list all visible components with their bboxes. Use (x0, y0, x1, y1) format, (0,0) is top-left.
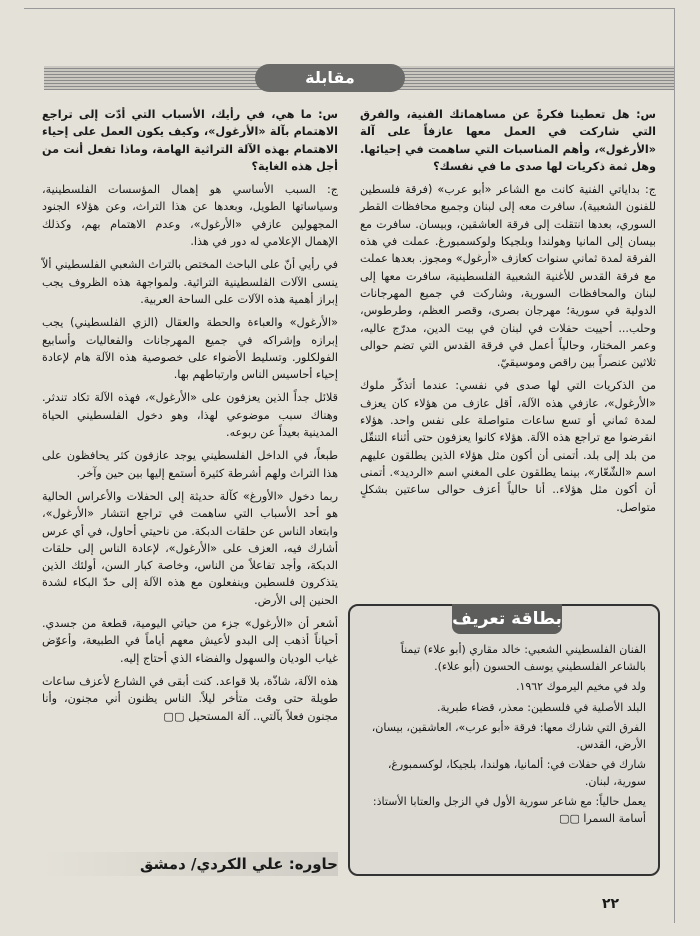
right-column (360, 106, 656, 522)
bio-line: الفرق التي شارك معها: فرقة «أبو عرب»، العاشقين، بيسان، الأرض، القدس. (371, 721, 646, 751)
bio-line: شارك في حفلات في: ألمانيا، هولندا، بلجيكا، لوكسمبورغ، سورية، لبنان. (387, 758, 646, 788)
bio-line: البلد الأصلية في فلسطين: معذر، قضاء طبرية. (437, 700, 646, 714)
bio-card-body (362, 642, 646, 831)
answer-6: قلائل جداً الذين يعزفون على «الأرغول»، فهذه الآلة تكاد تندثر. وهناك سبب موضوعي لهذا، وهو دخول الفلسطيني الحياة المدينية بعيداً عن ربوعه. (42, 391, 338, 440)
answer-8: ربما دخول «الأورغ» كآلة حديثة إلى الحفلات والأعراس الحالية هو أحد الأسباب التي ساهمت في تراجع انتشار «الأرغول»، وابتعاد الناس عن حلقات الدبكة. من ناحيتي أحاول، في أي عرس أشارك فيه، العزف على «الأرغول»، لإعادة الناس إلى حلقات الدبكة، وأجد تفاعلاً من الناس، وخاصة كبار السن، أولئك الذين يتذكرون فلسطين وينفعلون مع هذه الآلة إلى حدّ البكاء لشدة الحنين إلى الأرض. (42, 489, 338, 607)
answer-2: من الذكريات التي لها صدى في نفسي: عندما أتذكّر ملوك «الأرغول»، عازفي هذه الآلة، أقل عازف من هؤلاء كان يعزف لمدة ثماني أو تسع ساعات متواصلة على نفس واحد. هؤلاء انقرضوا مع تراجع هذه الآلة. هؤلاء كانوا يعزفون حتى أثناء التنقّل من بلد إلى بلد. أتمنى أن أكون مثل هؤلاء الذين يطلقون عليهم اسم «الشّعّار»، بينما يطلقون على المغني اسم «الرديد». أتمنى أن أكون مثل هؤلاء.. أنا حالياً أعزف حوالى ساعتين بشكلٍ متواصل. (360, 379, 656, 514)
bio-line: الفنان الفلسطيني الشعبي: خالد مقاري (أبو علاء) تيمناً بالشاعر الفلسطيني يوسف الحسون (أبو علاء). (400, 643, 646, 673)
answer-3: ج: السبب الأساسي هو إهمال المؤسسات الفلسطينية، وسياساتها الطويل، وبعدها عن هذا التراث، وعن هؤلاء الجنود المجهولين عازفي «الأرغول»، وعدم الاهتمام بهم، وكذلك الإهمال الإعلامي له دور في هذا. (42, 183, 338, 249)
answer-4: في رأيي أنّ على الباحث المختص بالتراث الشعبي الفلسطيني ألاّ ينسى الآلات الفلسطينية التراثية. ولمواجهة هذه الظروف يجب إبراز أهمية هذه الآلات على الساحة العربية. (42, 258, 338, 306)
section-title: مقابلة (255, 64, 405, 92)
answer-1: ج: بداياتي الفنية كانت مع الشاعر «أبو عرب» (فرقة فلسطين للفنون الشعبية)، سافرت معه إلى لبنان وجميع محافظات القطر السوري، بعدها انتقلت إلى فرقة العاشقين، وبيسان. سافرت مع بيسان إلى المانيا وهولندا وبلجيكا ولوكسمبورغ. عملت في هذه الفرقة لمدة ثماني سنوات كعازف «أرغول» ومجوز. بعدها عملت مع فرقة القدس للأغنية الشعبية الفلسطينية، سافرت معها إلى لبنان والمحافظات السورية، وشاركت في جميع المهرجانات الدولية في سورية؛ مهرجان بصرى، وقصر العظم، وطرطوس، وحلب... أحييت حفلات في لبنان في بيت الدين، مدرّج عاليه، وعمر المختار، وحالياً أعمل في فرقة القدس التي تضم حوالى ثلاثين عنصراً بين راقص وموسيقيّ. (360, 183, 656, 370)
bio-card-title: بطاقة تعريف (452, 604, 562, 634)
side-rule (674, 8, 675, 923)
top-rule (24, 8, 674, 9)
bio-line: يعمل حالياً: مع شاعر سورية الأول في الزجل والعتابا الأستاذ: أسامة السمرا ▢▢ (372, 795, 646, 825)
question-2: س: ما هي، في رأيك، الأسباب التي أدّت إلى تراجع الاهتمام بآلة «الأرغول»، وكيف يكون العمل على إحياء الاهتمام بهذه الآلة التراثية الهامة، وماذا تفعل أنت من أجل هذه الغاية؟ (42, 108, 338, 173)
page-number: ٢٢ (602, 896, 620, 912)
bio-card (348, 604, 660, 876)
answer-5: «الأرغول» والعباءة والحطة والعقال (الزي الفلسطيني) يجب إبرازه وإشراكه في جميع المهرجانات والفعاليات وأسابيع الفولكلور. وتسليط الأضواء على خصوصية هذه الآلة هام لإعادة إحياء أحاسيس الناس وارتباطهم بها. (42, 316, 338, 382)
question-1: س: هل تعطينا فكرةً عن مساهماتك الفنية، والفرق التي شاركت في العمل معها عازفاً على آلة «الأرغول»، وأهم المناسبات التي ساهمت في إحيائها. وهل ثمة ذكريات لها صدى ما في نفسك؟ (360, 108, 656, 173)
left-column (42, 106, 338, 731)
answer-10: هذه الآلة، شاذّة، بلا قواعد. كنت أبقى في الشارع لأعزف ساعات طويلة حتى وقت متأخر ليلاً. الناس يظنون أني مجنون، وأنا مجنون فعلاً بآلتي.. آلة المستحيل ▢▢ (42, 674, 338, 723)
bio-line: ولد في مخيم اليرموك ١٩٦٢. (515, 680, 646, 693)
byline: حاوره: علي الكردي/ دمشق (42, 852, 338, 876)
answer-7: طبعاً، في الداخل الفلسطيني يوجد عازفون كثر يحافظون على هذا التراث ولهم أشرطة كثيرة أستمع إليها بين حين وآخر. (42, 449, 338, 480)
answer-9: أشعر أن «الأرغول» جزء من حياتي اليومية، قطعة من جسدي. أحياناً أذهب إلى البدو لأعيش معهم أياماً في الطبيعة، وأعوّض غياب الوديان والسهول والفضاء الذي أحتاج إليه. (42, 617, 338, 665)
